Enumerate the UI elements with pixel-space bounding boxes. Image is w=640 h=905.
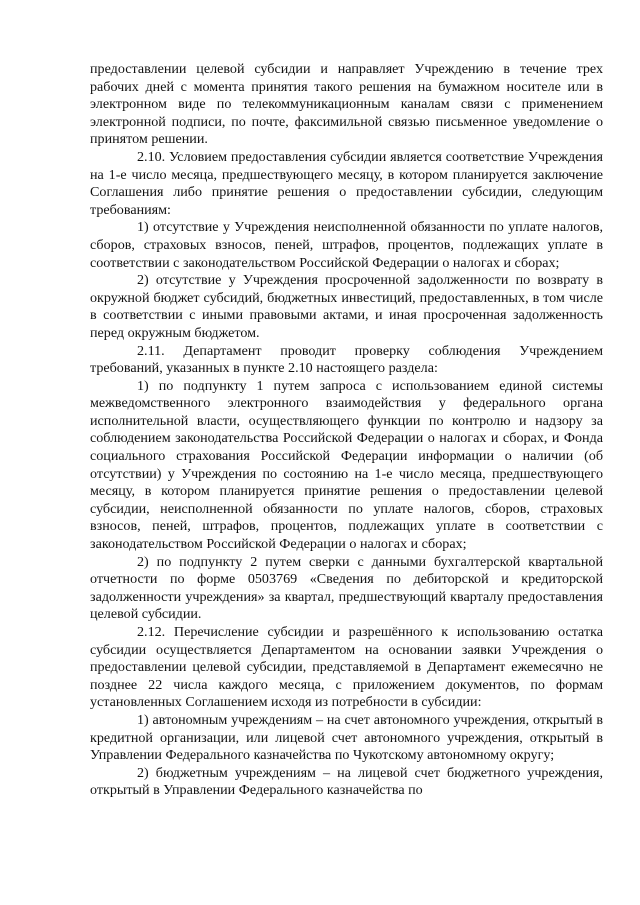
paragraph-2-12: 2.12. Перечисление субсидии и разрешённого к использованию остатка субсидии осуществляется Департаментом на основании заявки Учреждения о предоставлении целевой субсидии, представляемой в Департамент ежемесячно не позднее 22 числа каждого месяца, с приложением документов, по формам установленных Соглашением исходя из потребности в субсидии: bbox=[90, 624, 603, 711]
paragraph-continuation: предоставлении целевой субсидии и направляет Учреждению в течение трех рабочих дней с момента принятия такого решения на бумажном носителе или в электронном виде по телекоммуникационным каналам связи с применением электронной подписи, по почте, факсимильной связью письменное уведомление о принятом решении. bbox=[90, 61, 603, 148]
paragraph-2-10: 2.10. Условием предоставления субсидии является соответствие Учреждения на 1-е число месяца, предшествующего месяцу, в котором планируется заключение Соглашения либо принятие решения о предоставлении субсидии, следующим требованиям: bbox=[90, 148, 603, 218]
document-page bbox=[90, 61, 603, 800]
paragraph-2-11: 2.11. Департамент проводит проверку соблюдения Учреждением требований, указанных в пункте 2.10 настоящего раздела: bbox=[90, 342, 603, 377]
paragraph-2-10-item-1: 1) отсутствие у Учреждения неисполненной обязанности по уплате налогов, сборов, страховых взносов, пеней, штрафов, процентов, подлежащих уплате в соответствии с законодательством Российской Федерации о налогах и сборах; bbox=[90, 219, 603, 271]
paragraph-2-12-item-2: 2) бюджетным учреждениям – на лицевой счет бюджетного учреждения, открытый в Управлении Федерального казначейства по bbox=[90, 764, 603, 799]
paragraph-2-11-item-2: 2) по подпункту 2 путем сверки с данными бухгалтерской квартальной отчетности по форме 0503769 «Сведения по дебиторской и кредиторской задолженности учреждения» за квартал, предшествующий кварталу предоставления целевой субсидии. bbox=[90, 553, 603, 623]
paragraph-2-11-item-1: 1) по подпункту 1 путем запроса с использованием единой системы межведомственного электронного взаимодействия у федерального органа исполнительной власти, осуществляющего функции по контролю и надзору за соблюдением законодательства Российской Федерации о налогах и сборах, и Фонда социального страхования Российской Федерации информации о наличии (об отсутствии) у Учреждения по состоянию на 1-е число месяца, предшествующего месяцу, в котором планируется принятие решения о предоставлении целевой субсидии, неисполненной обязанности по уплате налогов, сборов, страховых взносов, пеней, штрафов, процентов, подлежащих уплате в соответствии с законодательством Российской Федерации о налогах и сборах; bbox=[90, 377, 603, 553]
paragraph-2-12-item-1: 1) автономным учреждениям – на счет автономного учреждения, открытый в кредитной организации, или лицевой счет автономного учреждения, открытый в Управлении Федерального казначейства по Чукотскому автономному округу; bbox=[90, 711, 603, 764]
paragraph-2-10-item-2: 2) отсутствие у Учреждения просроченной задолженности по возврату в окружной бюджет субсидий, бюджетных инвестиций, предоставленных, в том числе в соответствии с иными правовыми актами, и иная просроченная задолженность перед окружным бюджетом. bbox=[90, 272, 603, 341]
